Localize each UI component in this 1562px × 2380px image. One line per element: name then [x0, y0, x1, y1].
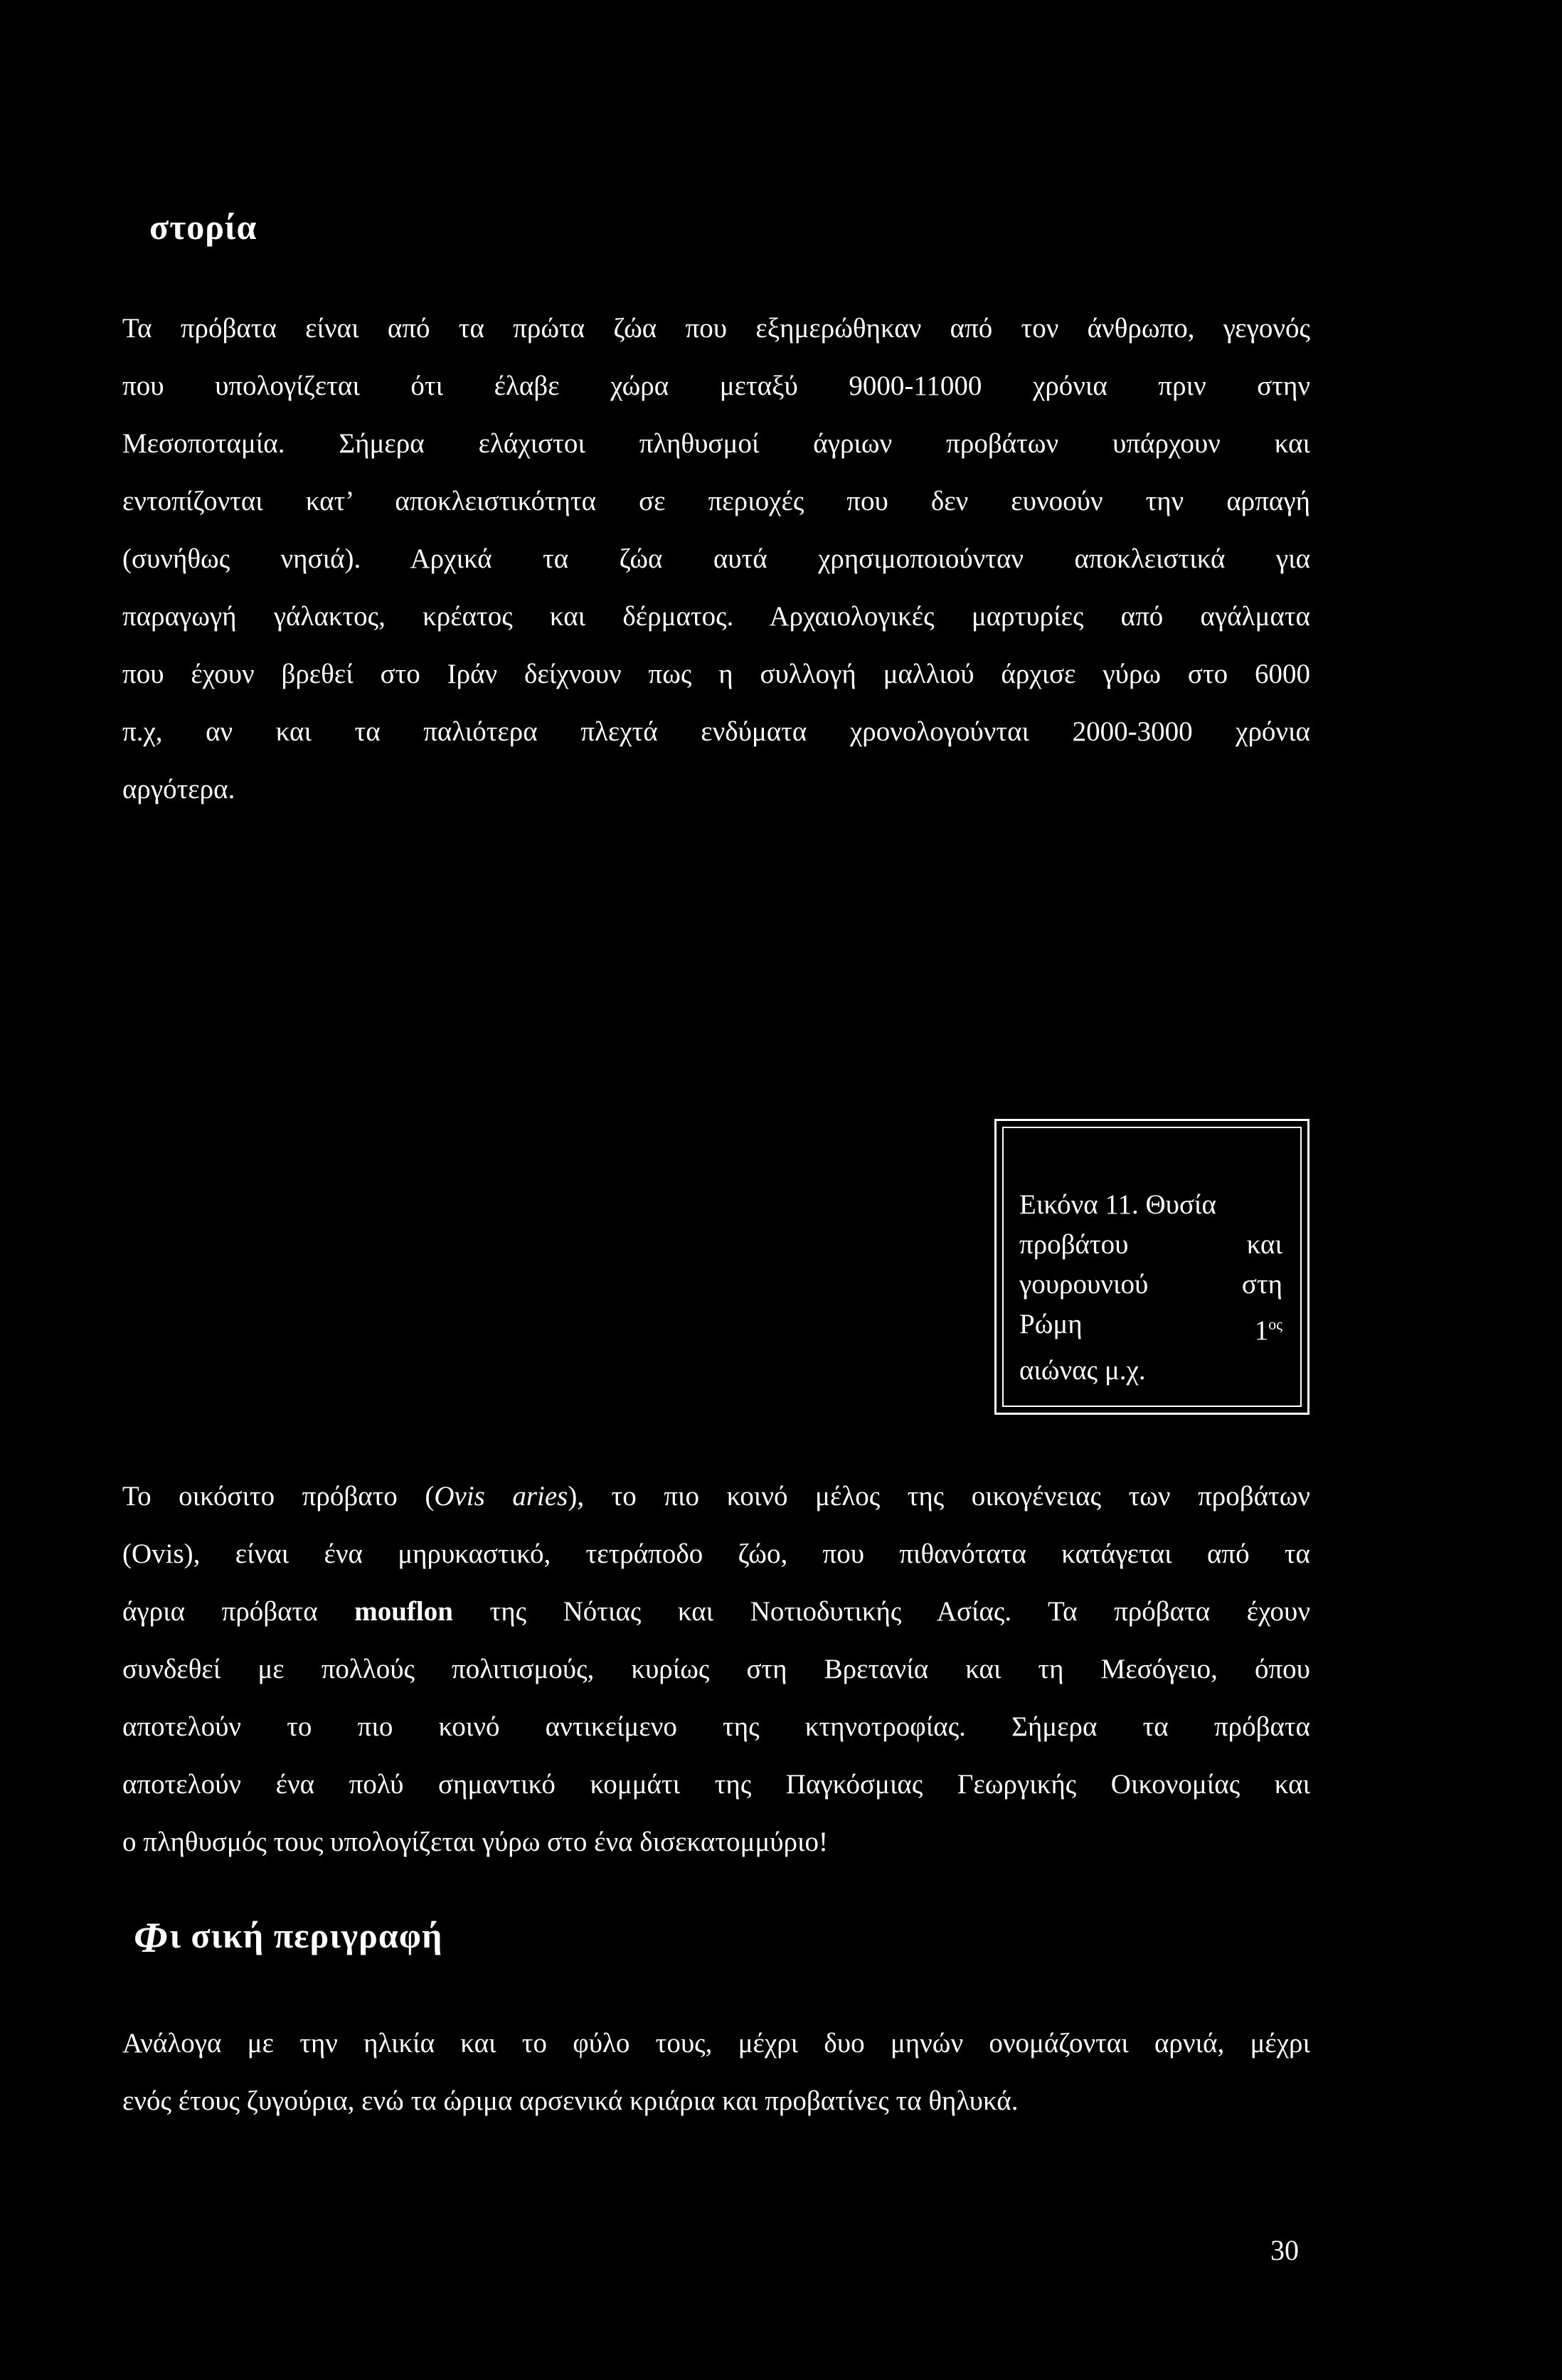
history-line-5: (συνήθως νησιά). Αρχικά τα ζώα αυτά χρησιμοποιούνταν αποκλειστικά για: [122, 543, 1310, 574]
history-paragraph: [122, 299, 1310, 818]
caption-row-3a: γουρουνιού: [1019, 1269, 1149, 1300]
mouflon-term: mouflon: [354, 1596, 453, 1627]
species-name: Ovis aries: [434, 1481, 568, 1512]
caption-row-2b: και: [1246, 1229, 1282, 1260]
history-heading: στορία: [149, 207, 257, 247]
description-line-1: [122, 1467, 1310, 1525]
history-line-2: που υπολογίζεται ότι έλαβε χώρα μεταξύ 9000-11000 χρόνια πριν στην: [122, 371, 1310, 401]
physical-description-title: ι σική περιγραφή: [169, 1916, 443, 1955]
description-line-2: (Ovis), είναι ένα μηρυκαστικό, τετράποδο ζώο, που πιθανότατα κατάγεται από τα: [122, 1539, 1310, 1569]
description-line-6: αποτελούν ένα πολύ σημαντικό κομμάτι της Παγκόσμιας Γεωργικής Οικονομίας και: [122, 1769, 1310, 1800]
figure-caption-box: [994, 1119, 1309, 1415]
description-line-3c: της Νότιας και Νοτιοδυτικής Ασίας. Τα πρόβατα έχουν: [452, 1596, 1310, 1627]
physical-description-heading: [134, 1913, 442, 1962]
description-line-3a: άγρια πρόβατα: [122, 1596, 355, 1627]
history-line-9: αργότερα.: [122, 774, 235, 804]
description-line-4: συνδεθεί με πολλούς πολιτισμούς, κυρίως στη Βρετανία και τη Μεσόγειο, όπου: [122, 1654, 1310, 1684]
history-line-1: Τα πρόβατα είναι από τα πρώτα ζώα που εξημερώθηκαν από τον άνθρωπο, γεγονός: [122, 313, 1310, 344]
history-line-8: π.χ, αν και τα παλιότερα πλεχτά ενδύματα χρονολογούνται 2000-3000 χρόνια: [122, 716, 1310, 747]
decorative-initial-icon: Φ: [134, 1914, 169, 1961]
age-sex-line-2: ενός έτους ζυγούρια, ενώ τα ώριμα αρσενικά κριάρια και προβατίνες τα θηλυκά.: [122, 2086, 1019, 2116]
caption-century-number: 1: [1254, 1315, 1269, 1346]
caption-row-4b: [1255, 1305, 1282, 1351]
caption-row-3b: στη: [1241, 1269, 1282, 1300]
history-line-3: Μεσοποταμία. Σήμερα ελάχιστοι πληθυσμοί άγριων προβάτων υπάρχουν και: [122, 428, 1310, 459]
description-line-3: [122, 1583, 1310, 1640]
caption-row-1: Εικόνα 11. Θυσία: [1019, 1189, 1216, 1220]
age-sex-paragraph: [122, 2014, 1310, 2130]
history-line-4: εντοπίζονται κατ’ αποκλειστικότητα σε περιοχές που δεν ευνοούν την αρπαγή: [122, 486, 1310, 516]
history-line-7: που έχουν βρεθεί στο Ιράν δείχνουν πως η συλλογή μαλλιού άρχισε γύρω στο 6000: [122, 659, 1310, 689]
caption-row-4a: Ρώμη: [1019, 1309, 1083, 1339]
description-line-5: αποτελούν το πιο κοινό αντικείμενο της κτηνοτροφίας. Σήμερα τα πρόβατα: [122, 1711, 1310, 1742]
description-line-1c: ), το πιο κοινό μέλος της οικογένειας των προβάτων: [568, 1481, 1310, 1512]
description-line-1a: Το οικόσιτο πρόβατο (: [122, 1481, 435, 1512]
description-paragraph: [122, 1467, 1310, 1871]
history-line-6: παραγωγή γάλακτος, κρέατος και δέρματος. Αρχαιολογικές μαρτυρίες από αγάλματα: [122, 601, 1310, 632]
description-line-7: ο πληθυσμός τους υπολογίζεται γύρω στο ένα δισεκατομμύριο!: [122, 1827, 829, 1857]
caption-century-suffix: ος: [1268, 1315, 1282, 1333]
caption-row-5: αιώνας μ.χ.: [1019, 1355, 1146, 1386]
age-sex-line-1: Ανάλογα με την ηλικία και το φύλο τους, μέχρι δυο μηνών ονομάζονται αρνιά, μέχρι: [122, 2028, 1310, 2058]
caption-row-2a: προβάτου: [1019, 1229, 1129, 1260]
figure-caption: [1019, 1185, 1282, 1391]
page-number: 30: [1270, 2234, 1299, 2266]
